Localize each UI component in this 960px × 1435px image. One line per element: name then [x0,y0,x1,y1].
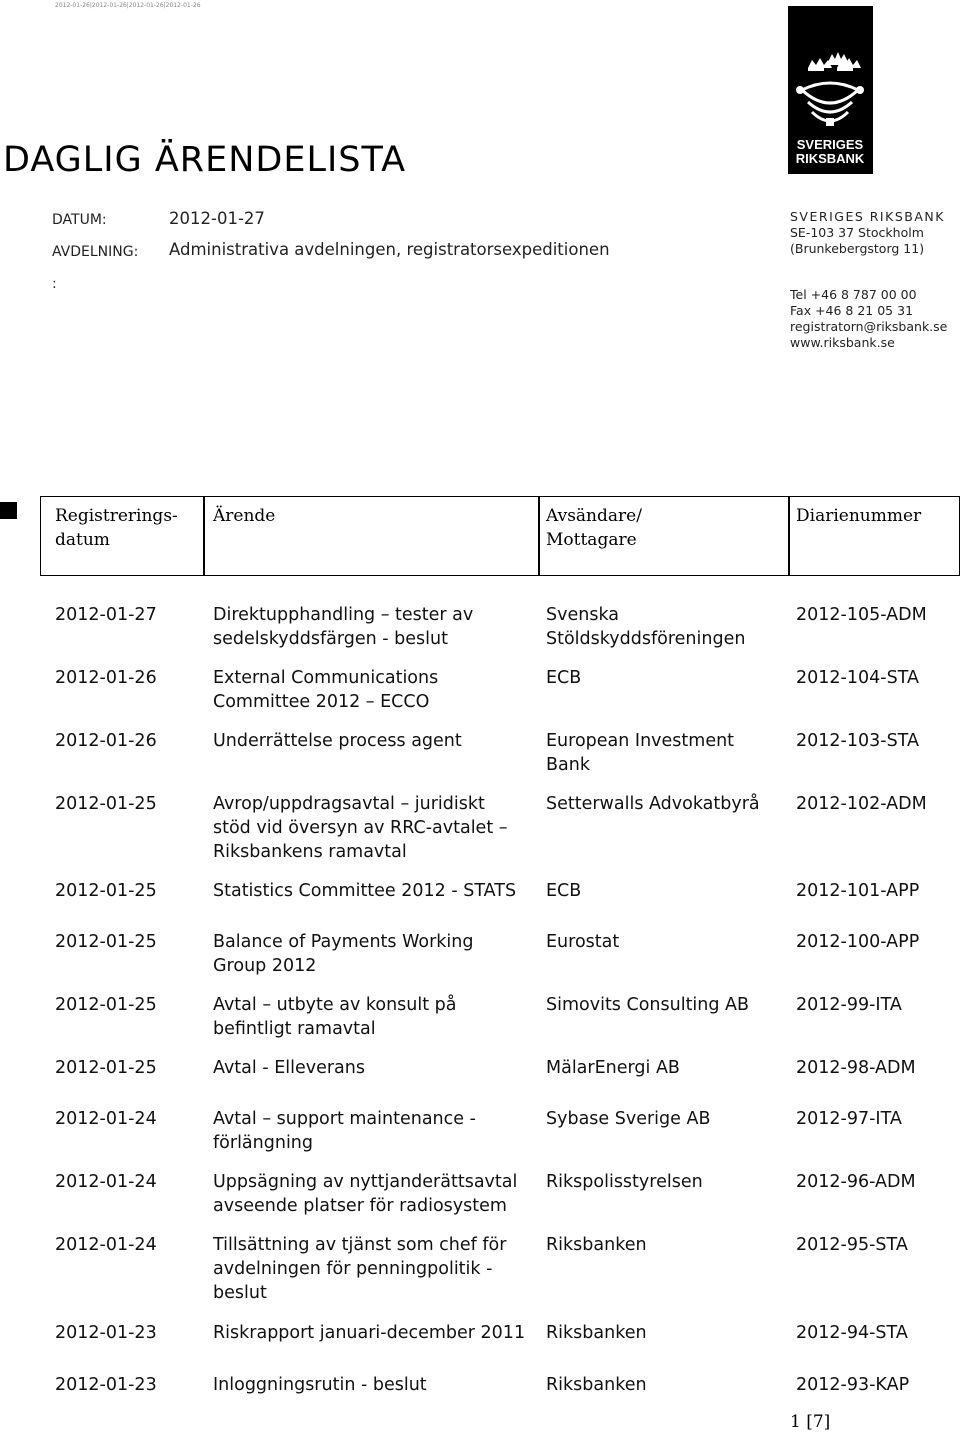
row-diarienummer: 2012-102-ADM [796,794,927,814]
row-arende [213,1233,506,1305]
row-sender-line: Riksbanken [546,1235,647,1255]
row-date: 2012-01-25 [55,794,157,814]
row-sender [546,930,619,954]
address-web: www.riksbank.se [790,335,895,350]
row-arende-line: Riksbankens ramavtal [213,842,407,862]
address-street: (Brunkebergstorg 11) [790,241,925,256]
row-date: 2012-01-24 [55,1109,157,1129]
row-diarienummer: 2012-98-ADM [796,1058,916,1078]
row-sender [546,729,734,777]
row-sender [546,1321,647,1345]
row-date: 2012-01-23 [55,1323,157,1343]
logo-text-line2: RIKSBANK [795,151,865,166]
row-arende-line: Avrop/uppdragsavtal – juridiskt [213,794,485,814]
row-arende-line: förlängning [213,1133,314,1153]
row-arende [213,1373,427,1397]
header-arende: Ärende [213,506,276,526]
row-arende [213,1321,525,1345]
meta-colon: : [52,276,57,292]
header-sender [546,504,642,552]
row-arende-line: sedelskyddsfärgen - beslut [213,629,448,649]
row-sender-line: Simovits Consulting AB [546,995,750,1015]
row-sender [546,666,581,690]
row-arende-line: Avtal - Elleverans [213,1058,365,1078]
header-date [55,504,178,552]
datum-label: DATUM: [52,212,107,228]
page-number: 1 [7] [790,1412,831,1432]
riksbank-logo [788,6,873,174]
row-arende-line: Committee 2012 – ECCO [213,692,430,712]
row-arende-line: Inloggningsrutin - beslut [213,1375,427,1395]
row-sender [546,993,749,1017]
row-diarienummer: 2012-101-APP [796,881,920,901]
row-diarienummer: 2012-105-ADM [796,605,927,625]
address-bank: SVERIGES RIKSBANK [790,209,945,224]
row-date: 2012-01-24 [55,1172,157,1192]
row-arende [213,879,516,903]
row-arende [213,930,473,978]
row-diarienummer: 2012-94-STA [796,1323,908,1343]
row-arende [213,993,457,1041]
header-sender-line1: Avsändare/ [546,506,642,526]
row-date: 2012-01-26 [55,668,157,688]
row-diarienummer: 2012-96-ADM [796,1172,916,1192]
row-arende-line: Riskrapport januari-december 2011 [213,1323,526,1343]
avdelning-value: Administrativa avdelningen, registratorsexpeditionen [169,240,610,259]
row-arende-line: Avtal – support maintenance - [213,1109,476,1129]
address-postal: SE-103 37 Stockholm [790,225,924,240]
row-sender-line: Stöldskyddsföreningen [546,629,746,649]
row-sender [546,1107,710,1131]
row-diarienummer: 2012-99-ITA [796,995,902,1015]
row-diarienummer: 2012-97-ITA [796,1109,902,1129]
row-date: 2012-01-27 [55,605,157,625]
row-date: 2012-01-24 [55,1235,157,1255]
header-diarienummer: Diarienummer [796,506,922,526]
row-arende-line: beslut [213,1283,267,1303]
row-sender-line: ECB [546,881,582,901]
row-sender [546,1373,647,1397]
row-arende-line: Underrättelse process agent [213,731,462,751]
row-arende [213,1170,517,1218]
row-arende [213,603,473,651]
row-sender [546,1233,647,1257]
row-arende-line: Avtal – utbyte av konsult på [213,995,457,1015]
row-sender-line: Rikspolisstyrelsen [546,1172,703,1192]
row-arende-line: Group 2012 [213,956,317,976]
address-tel: Tel +46 8 787 00 00 [790,287,917,302]
address-block [790,209,947,351]
header-marker [0,502,17,519]
row-arende [213,1107,476,1155]
address-fax: Fax +46 8 21 05 31 [790,303,914,318]
row-arende [213,729,462,753]
row-sender-line: Bank [546,755,590,775]
page-title: DAGLIG ÄRENDELISTA [3,140,407,180]
row-sender-line: Svenska [546,605,619,625]
row-date: 2012-01-23 [55,1375,157,1395]
row-date: 2012-01-25 [55,881,157,901]
row-sender [546,1056,680,1080]
row-sender-line: European Investment [546,731,735,751]
row-arende-line: Direktupphandling – tester av [213,605,474,625]
row-arende-line: Balance of Payments Working [213,932,474,952]
row-sender-line: Sybase Sverige AB [546,1109,711,1129]
row-arende-line: Tillsättning av tjänst som chef för [213,1235,507,1255]
row-date: 2012-01-25 [55,995,157,1015]
row-sender-line: MälarEnergi AB [546,1058,680,1078]
row-sender [546,1170,703,1194]
row-arende-line: External Communications [213,668,439,688]
row-diarienummer: 2012-93-KAP [796,1375,910,1395]
row-date: 2012-01-25 [55,1058,157,1078]
row-arende-line: Uppsägning av nyttjanderättsavtal [213,1172,518,1192]
row-date: 2012-01-25 [55,932,157,952]
row-sender [546,879,581,903]
row-arende-line: stöd vid översyn av RRC-avtalet – [213,818,508,838]
header-date-line1: Registrerings- [55,506,178,526]
row-arende [213,792,508,864]
row-arende-line: avseende platser för radiosystem [213,1196,507,1216]
row-arende-line: avdelningen för penningpolitik - [213,1259,493,1279]
row-sender-line: Riksbanken [546,1375,647,1395]
row-sender-line: Eurostat [546,932,620,952]
avdelning-label: AVDELNING: [52,244,139,260]
header-sender-line2: Mottagare [546,530,637,550]
row-arende-line: befintligt ramavtal [213,1019,376,1039]
datum-value: 2012-01-27 [169,209,265,228]
address-email: registratorn@riksbank.se [790,319,948,334]
row-sender-line: Riksbanken [546,1323,647,1343]
row-diarienummer: 2012-95-STA [796,1235,908,1255]
row-sender-line: Setterwalls Advokatbyrå [546,794,760,814]
header-date-line2: datum [55,530,110,550]
row-date: 2012-01-26 [55,731,157,751]
row-sender [546,792,760,816]
row-arende [213,1056,365,1080]
row-arende-line: Statistics Committee 2012 - STATS [213,881,517,901]
row-sender [546,603,745,651]
row-diarienummer: 2012-104-STA [796,668,919,688]
crowns-icon [808,52,861,71]
row-arende [213,666,438,714]
row-sender-line: ECB [546,668,582,688]
row-diarienummer: 2012-100-APP [796,932,920,952]
logo-text-line1: SVERIGES [796,137,864,152]
row-diarienummer: 2012-103-STA [796,731,919,751]
header-tiny-text: 2012-01-26|2012-01-26|2012-01-26|2012-01-26 [55,2,201,9]
